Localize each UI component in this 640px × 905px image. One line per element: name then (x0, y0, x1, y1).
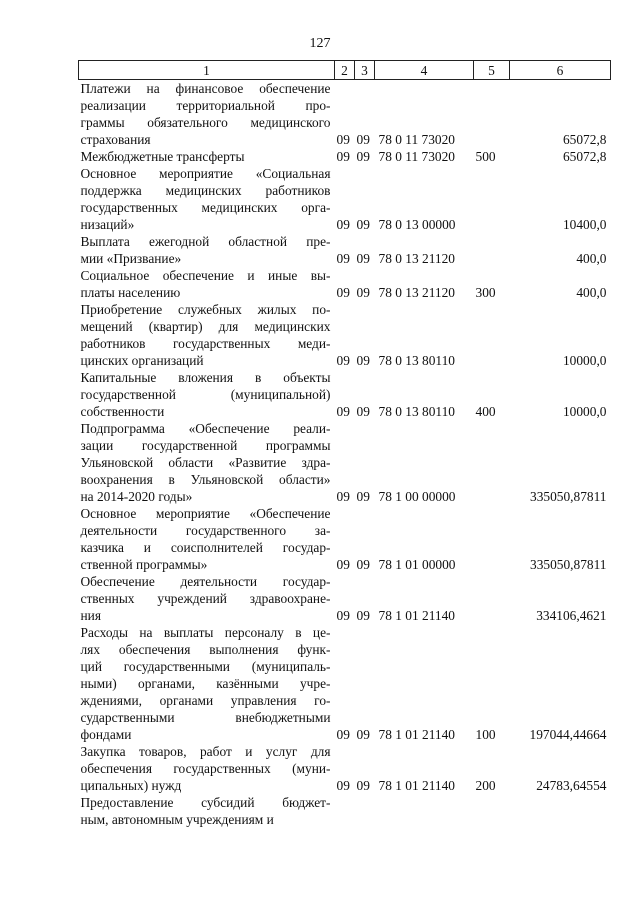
row-name (79, 148, 335, 165)
row-name-line: Основное мероприятие «Обеспечение (80, 506, 331, 521)
row-name-line: платы населению (80, 285, 181, 300)
row-name-line: государственной (муниципальной) (80, 387, 331, 402)
row-name-line: ственных учреждений здравоохране- (80, 591, 331, 606)
row-name-line: Капитальные вложения в объекты (80, 370, 331, 385)
row-section-code: 09 (336, 217, 350, 232)
row-section-code: 09 (336, 132, 350, 147)
row-name-line: казчика и соисполнителей государ- (80, 540, 331, 555)
row-subsection-code: 09 (356, 404, 370, 419)
table-row (79, 505, 611, 573)
column-header-expense-type: 5 (474, 61, 510, 80)
row-name-line: работников государственных меди- (80, 336, 331, 351)
row-subsection-code: 09 (356, 489, 370, 504)
row-name (79, 301, 335, 369)
table-row (79, 267, 611, 301)
row-name-line: ций государственными (муниципаль- (80, 659, 331, 674)
row-name-line: поддержка медицинских работников (80, 183, 331, 198)
row-expense-type: 500 (475, 149, 496, 164)
row-subsection-code: 09 (356, 132, 370, 147)
table-row (79, 420, 611, 505)
row-subsection-code (355, 794, 375, 828)
row-name-line: Платежи на финансовое обеспечение (80, 81, 331, 96)
row-name-line: собственности (80, 404, 165, 419)
table-row (79, 743, 611, 794)
row-target-article: 78 1 01 21140 (378, 608, 455, 623)
row-name-line: фондами (80, 727, 132, 742)
row-name-line: ния (80, 608, 101, 623)
row-name-line: Межбюджетные трансферты (80, 149, 245, 164)
row-name-line: Подпрограмма «Обеспечение реали- (80, 421, 331, 436)
row-expense-type: 100 (475, 727, 496, 742)
row-target-article: 78 0 13 80110 (378, 404, 455, 419)
table-row (79, 233, 611, 267)
row-name-line: ципальных) нужд (80, 778, 182, 793)
row-section-code: 09 (336, 353, 350, 368)
row-amount: 400,0 (576, 251, 607, 266)
column-header-amount: 6 (510, 61, 611, 80)
table-row (79, 624, 611, 743)
row-name-line: низаций» (80, 217, 135, 232)
row-name-line: мии «Призвание» (80, 251, 182, 266)
row-amount: 10400,0 (562, 217, 607, 232)
row-expense-type: 200 (475, 778, 496, 793)
row-name (79, 743, 335, 794)
row-expense-type (474, 301, 510, 369)
row-target-article: 78 0 13 21120 (378, 251, 455, 266)
row-amount: 10000,0 (562, 404, 607, 419)
table-row (79, 165, 611, 233)
row-name-line: граммы обязательного медицинского (80, 115, 331, 130)
table-row (79, 369, 611, 420)
row-expense-type (474, 165, 510, 233)
row-name-line: ждениями, органами управления го- (80, 693, 331, 708)
row-amount: 335050,87811 (530, 557, 607, 572)
row-target-article: 78 1 01 00000 (378, 557, 456, 572)
table-row (79, 80, 611, 149)
row-expense-type (474, 573, 510, 624)
column-header-subsection: 3 (355, 61, 375, 80)
row-name-line: государственных медицинских орга- (80, 200, 331, 215)
row-name (79, 624, 335, 743)
row-name-line: Обеспечение деятельности государ- (80, 574, 331, 589)
page-number: 127 (309, 36, 331, 51)
row-amount: 65072,8 (562, 149, 607, 164)
row-amount: 335050,87811 (530, 489, 607, 504)
column-header-section: 2 (335, 61, 355, 80)
row-name-line: Социальное обеспечение и иные вы- (80, 268, 331, 283)
row-section-code: 09 (336, 608, 350, 623)
row-name-line: Выплата ежегодной областной пре- (80, 234, 331, 249)
row-name-line: обеспечения государственных (муни- (80, 761, 331, 776)
row-expense-type: 400 (475, 404, 496, 419)
row-name-line: деятельности государственного за- (80, 523, 331, 538)
table-row (79, 794, 611, 828)
row-name-line: Ульяновской области «Развитие здра- (80, 455, 331, 470)
row-amount (510, 794, 611, 828)
row-section-code: 09 (336, 149, 350, 164)
row-target-article (375, 794, 474, 828)
row-expense-type (474, 233, 510, 267)
row-section-code (335, 794, 355, 828)
row-name-line: на 2014-2020 годы» (80, 489, 193, 504)
row-section-code: 09 (336, 404, 350, 419)
row-section-code: 09 (336, 557, 350, 572)
row-section-code: 09 (336, 251, 350, 266)
row-target-article: 78 1 01 21140 (378, 778, 455, 793)
row-name (79, 573, 335, 624)
row-expense-type (474, 794, 510, 828)
row-target-article: 78 0 13 00000 (378, 217, 456, 232)
row-name-line: лях обеспечения выполнения функ- (80, 642, 331, 657)
row-target-article: 78 1 00 00000 (378, 489, 456, 504)
row-name-line: страхования (80, 132, 151, 147)
row-name-line: ными) органами, казёнными учре- (80, 676, 331, 691)
row-name (79, 165, 335, 233)
table-row (79, 301, 611, 369)
row-section-code: 09 (336, 285, 350, 300)
row-name (79, 80, 335, 149)
row-name (79, 369, 335, 420)
row-expense-type: 300 (475, 285, 496, 300)
table-row (79, 148, 611, 165)
header-row (79, 61, 611, 80)
row-name-line: зации государственной программы (80, 438, 331, 453)
row-name-line: цинских организаций (80, 353, 204, 368)
row-target-article: 78 0 11 73020 (378, 149, 455, 164)
row-name-line: сударственными внебюджетными (80, 710, 331, 725)
row-amount: 334106,4621 (536, 608, 607, 623)
table-body (79, 80, 611, 829)
row-section-code: 09 (336, 727, 350, 742)
row-subsection-code: 09 (356, 557, 370, 572)
row-name-line: Предоставление субсидий бюджет- (80, 795, 331, 810)
row-name (79, 420, 335, 505)
row-name-line: мещений (квартир) для медицинских (80, 319, 331, 334)
budget-table (78, 60, 611, 828)
row-subsection-code: 09 (356, 778, 370, 793)
row-target-article: 78 0 11 73020 (378, 132, 455, 147)
row-subsection-code: 09 (356, 149, 370, 164)
row-name (79, 233, 335, 267)
row-amount: 65072,8 (562, 132, 607, 147)
row-target-article: 78 1 01 21140 (378, 727, 455, 742)
row-amount: 24783,64554 (536, 778, 607, 793)
column-header-target-article: 4 (375, 61, 474, 80)
row-subsection-code: 09 (356, 217, 370, 232)
row-name-line: Закупка товаров, работ и услуг для (80, 744, 331, 759)
row-subsection-code: 09 (356, 353, 370, 368)
row-subsection-code: 09 (356, 251, 370, 266)
row-name-line: ным, автономным учреждениям и (80, 812, 274, 827)
row-section-code: 09 (336, 778, 350, 793)
row-target-article: 78 0 13 80110 (378, 353, 455, 368)
row-target-article: 78 0 13 21120 (378, 285, 455, 300)
column-header-name: 1 (79, 61, 335, 80)
row-amount: 400,0 (576, 285, 607, 300)
row-subsection-code: 09 (356, 285, 370, 300)
row-name (79, 794, 335, 828)
row-name (79, 267, 335, 301)
row-amount: 197044,44664 (529, 727, 607, 742)
table-row (79, 573, 611, 624)
table-header (79, 61, 611, 80)
row-expense-type (474, 505, 510, 573)
row-name-line: Основное мероприятие «Социальная (80, 166, 331, 181)
row-name-line: реализации территориальной про- (80, 98, 331, 113)
row-name-line: ственной программы» (80, 557, 208, 572)
row-name (79, 505, 335, 573)
row-name-line: Приобретение служебных жилых по- (80, 302, 331, 317)
row-name-line: воохранения в Ульяновской области» (80, 472, 331, 487)
row-name-line: Расходы на выплаты персоналу в це- (80, 625, 331, 640)
row-amount: 10000,0 (562, 353, 607, 368)
row-section-code: 09 (336, 489, 350, 504)
row-subsection-code: 09 (356, 727, 370, 742)
row-expense-type (474, 80, 510, 149)
row-subsection-code: 09 (356, 608, 370, 623)
row-expense-type (474, 420, 510, 505)
